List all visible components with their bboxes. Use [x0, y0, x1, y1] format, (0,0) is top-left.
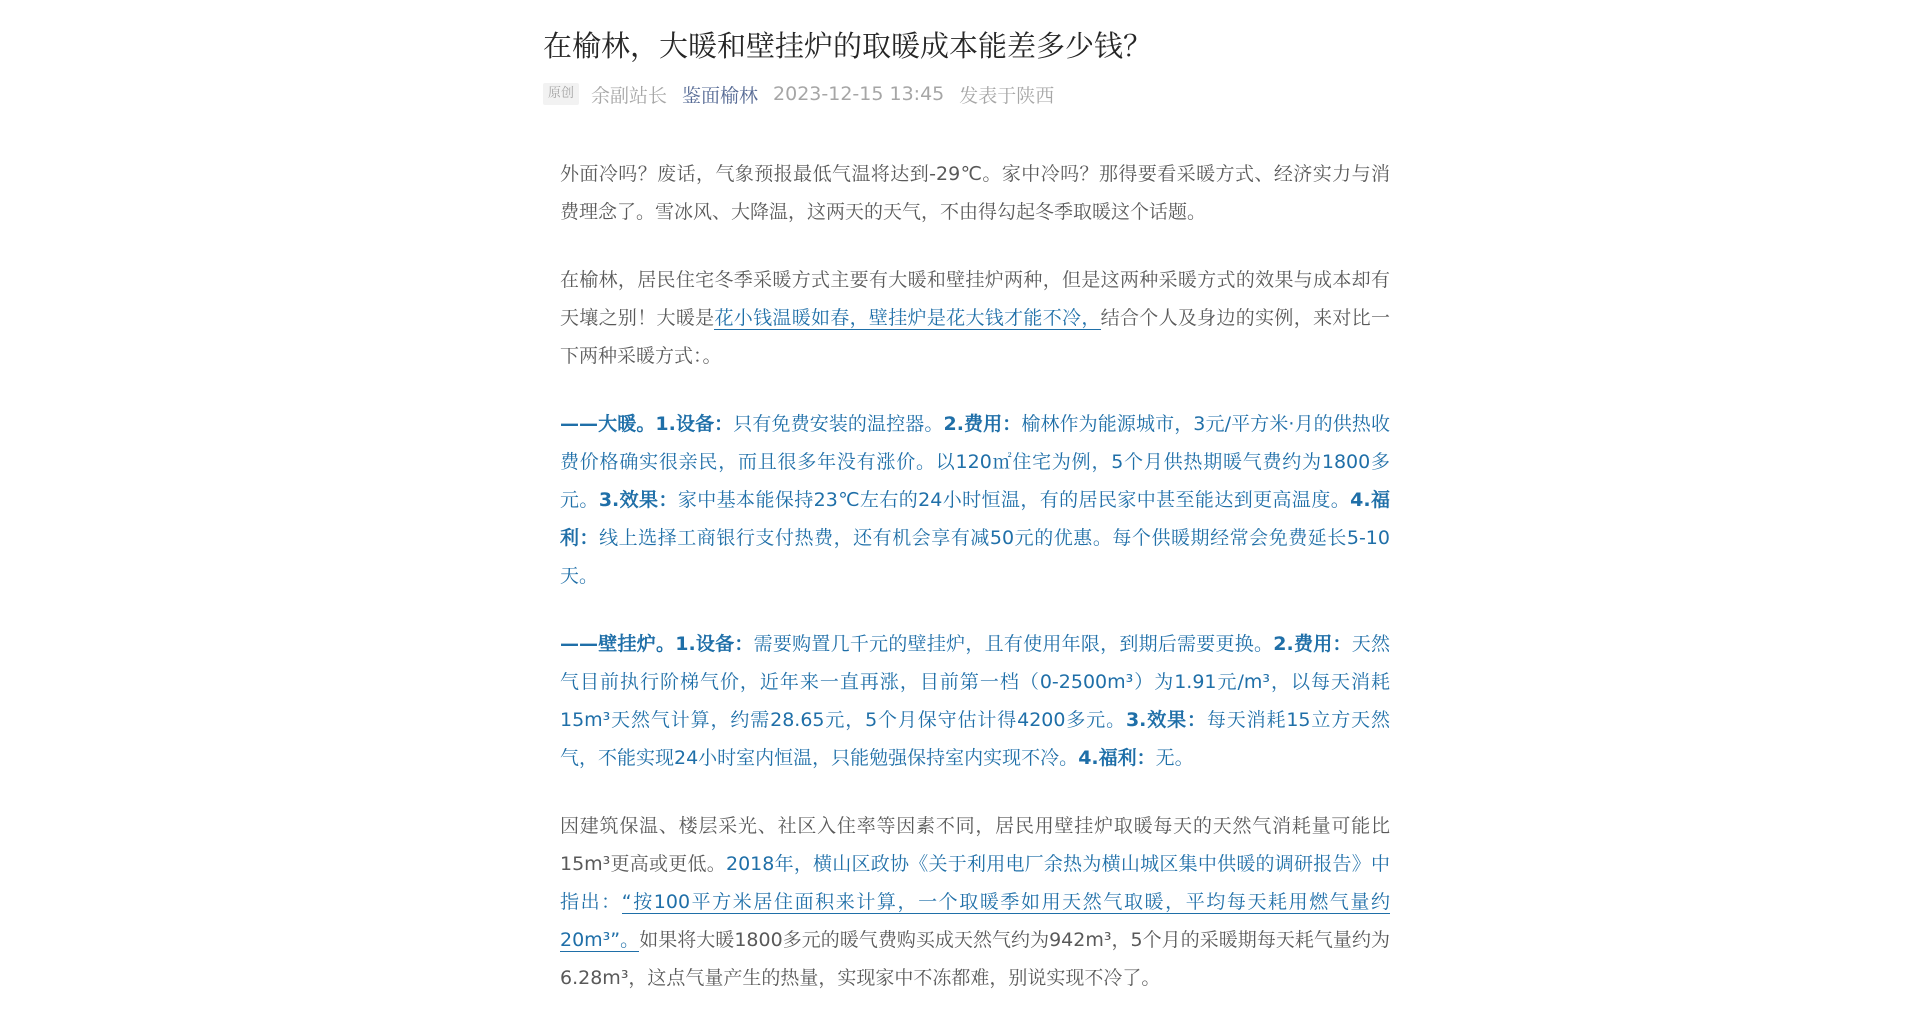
article-meta [543, 80, 1054, 108]
original-badge: 原创 [543, 83, 579, 105]
section-heading: 4.福利： [1078, 747, 1156, 769]
section-text: 无。 [1155, 747, 1194, 769]
publish-time: 2023-12-15 13:45 [773, 83, 945, 105]
paragraph-overview [560, 261, 1390, 375]
section-text: 天然气目前执行阶梯气价，近年来一直再涨，目前第一档（0-2500m³）为1.91元/m³，以每天消耗15m³天然气计算，约需28.65元，5个月保守估计得4200多元。 [560, 633, 1390, 731]
section-text: 每天消耗15立方天然气，不能实现24小时室内恒温，只能勉强保持室内实现不冷。 [560, 709, 1390, 769]
paragraph-wall-boiler [560, 625, 1390, 777]
paragraph-gas-usage [560, 807, 1390, 997]
paragraph-central-heating [560, 405, 1390, 595]
paragraph-text: 结合个人及身边的实例，来对比一下两种采暖方式：。 [560, 307, 1390, 367]
paragraph-text: 如果将大暖1800多元的暖气费购买成天然气约为942m³，5个月的采暖期每天耗气量约为6.28m³，这点气量产生的热量，实现家中不冻都难，别说实现不冷了。 [560, 929, 1390, 989]
paragraph-intro: 外面冷吗？废话，气象预报最低气温将达到-29℃。家中冷吗？那得要看采暖方式、经济实力与消费理念了。雪冰风、大降温，这两天的天气，不由得勾起冬季取暖这个话题。 [560, 163, 1390, 223]
article-title: 在榆林，大暖和壁挂炉的取暖成本能差多少钱？ [543, 29, 1153, 63]
article-body [560, 155, 1390, 1027]
section-heading: 2.费用： [943, 413, 1022, 435]
paragraph-text: 因建筑保温、楼层采光、社区入住率等因素不同，居民用壁挂炉取暖每天的天然气消耗量可能比15m³更高或更低。 [560, 815, 1390, 875]
quote-link[interactable]: “按100平方米居住面积来计算，一个取暖季如用天然气取暖，平均每天耗用燃气量约20m³”。 [560, 891, 1390, 951]
section-text: 榆林作为能源城市，3元/平方米·月的供热收费价格确实很亲民，而且很多年没有涨价。以120㎡住宅为例，5个月供热期暖气费约为1800多元。 [560, 413, 1390, 511]
section-heading: 3.效果： [1125, 709, 1207, 731]
section-text: 需要购置几千元的壁挂炉，且有使用年限，到期后需要更换。 [753, 633, 1274, 655]
report-citation: 2018年，横山区政协《关于利用电厂余热为横山城区集中供暖的调研报告》中指出： [560, 853, 1390, 913]
section-heading: 3.效果： [598, 489, 678, 511]
section-text: 线上选择工商银行支付热费，还有机会享有减50元的优惠。每个供暖期经常会免费延长5-10天。 [560, 527, 1390, 587]
paragraph-text: 在榆林，居民住宅冬季采暖方式主要有大暖和壁挂炉两种，但是这两种采暖方式的效果与成本却有天壤之别！大暖是 [560, 269, 1390, 329]
section-heading: 2.费用： [1273, 633, 1352, 655]
section-heading: ——壁挂炉。1.设备： [560, 633, 754, 655]
section-heading: 4.福利： [560, 489, 1390, 549]
author-name: 余副站长 [591, 84, 668, 107]
highlight-link[interactable]: 花小钱温暖如春，壁挂炉是花大钱才能不冷， [714, 307, 1101, 329]
section-text: 只有免费安装的温控器。 [733, 413, 944, 435]
account-link[interactable]: 鉴面榆林 [682, 84, 759, 107]
section-heading: ——大暖。1.设备： [560, 413, 734, 435]
publish-location: 发表于陕西 [959, 84, 1055, 107]
section-text: 家中基本能保持23℃左右的24小时恒温，有的居民家中甚至能达到更高温度。 [677, 489, 1351, 511]
